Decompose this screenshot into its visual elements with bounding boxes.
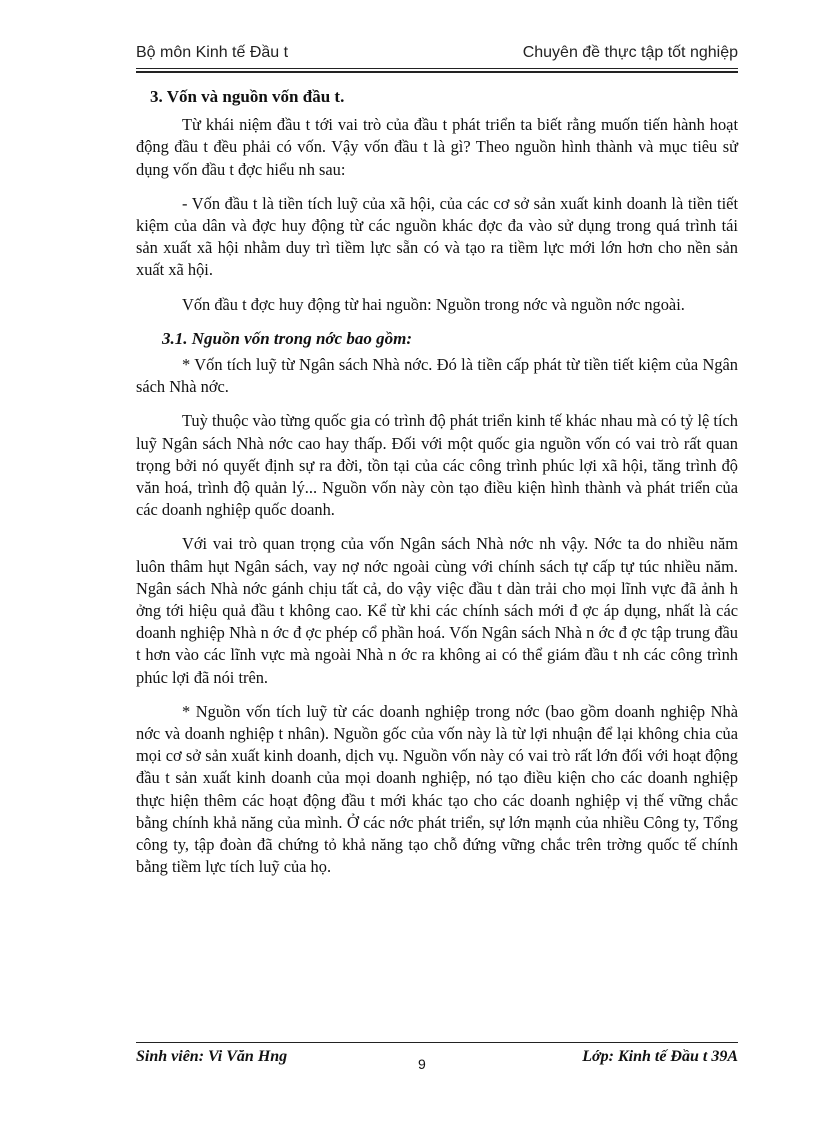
paragraph-sources: Vốn đầu t đợc huy động từ hai nguồn: Nguồn trong nớc và nguồn nớc ngoài. [182,294,685,314]
page-header [136,44,738,68]
page-body [136,86,738,891]
page-footer [136,1048,738,1072]
section-heading: 3. Vốn và nguồn vốn đầu t. [150,87,345,106]
footer-divider [136,1042,738,1043]
paragraph-accumulation-rate: Tuỳ thuộc vào từng quốc gia có trình độ phát triển kinh tế khác nhau mà có tỷ lệ tích luỹ Ngân sách Nhà nớc cao hay thấp. Đối với một quốc gia nguồn vốn có vai trò rất quan trọng bởi nó quyết định sự ra đời, tồn tại của các công trình phúc lợi xã hội, tăng trình độ văn hoá, trình độ quản lý... Nguồn vốn này còn tạo điều kiện hình thành và phát triển của các doanh nghiệp quốc doanh. [136,411,738,520]
header-divider [136,68,738,69]
page-number: 9 [418,1056,426,1072]
header-divider-thick [136,71,738,73]
paragraph-budget-role: Với vai trò quan trọng của vốn Ngân sách Nhà nớc nh vậy. Nớc ta do nhiều năm luôn thâm hụt Ngân sách, vay nợ nớc ngoài cùng với chính sách tự cấp tự túc nhiều năm. Ngân sách Nhà nớc gánh chịu tất cả, do vậy việc đầu t dàn trải cho mọi lĩnh vực đã ảnh h ởng tới hiệu quả đầu t không cao. Kể từ khi các chính sách mới đ ợc áp dụng, nhất là các doanh nghiệp Nhà n ớc đ ợc phép cổ phần hoá. Vốn Ngân sách Nhà n ớc đ ợc tập trung đầu t hơn vào các lĩnh vực mà ngoài Nhà n ớc ra không ai có thể giám đầu t nh các công trình phúc lợi đã nói trên. [136,534,738,687]
footer-student: Sinh viên: Vi Văn Hng [136,1048,288,1065]
paragraph-intro: Từ khái niệm đầu t tới vai trò của đầu t phát triển ta biết rằng muốn tiến hành hoạt động đầu t đều phải có vốn. Vậy vốn đầu t là gì? Theo nguồn hình thành và mục tiêu sử dụng vốn đầu t đợc hiểu nh sau: [136,115,738,179]
footer-class: Lớp: Kinh tế Đầu t 39A [582,1048,738,1065]
header-report-title: Chuyên đề thực tập tốt nghiệp [522,44,738,61]
paragraph-state-budget: * Vốn tích luỹ từ Ngân sách Nhà nớc. Đó là tiền cấp phát từ tiền tiết kiệm của Ngân sách Nhà nớc. [136,355,738,397]
header-department: Bộ môn Kinh tế Đầu t [136,44,289,61]
subsection-heading: 3.1. Nguồn vốn trong nớc bao gồm: [162,328,412,348]
paragraph-definition: - Vốn đầu t là tiền tích luỹ của xã hội, của các cơ sở sản xuất kinh doanh là tiền tiết kiệm của dân và đợc huy động từ các nguồn khác đợc đa vào sử dụng trong quá trình tái sản xuất xã hội nhằm duy trì tiềm lực sẵn có và tạo ra tiềm lực mới lớn hơn cho nền sản xuất xã hội. [136,193,738,280]
paragraph-enterprise-capital: * Nguồn vốn tích luỹ từ các doanh nghiệp trong nớc (bao gồm doanh nghiệp Nhà nớc và doanh nghiệp t nhân). Nguồn gốc của vốn này là từ lợi nhuận để lại không chia của mọi cơ sở sản xuất kinh doanh, dịch vụ. Nguồn vốn này có vai trò rất lớn đối với hoạt động đầu t sản xuất kinh doanh của mọi doanh nghiệp, nó tạo điều kiện cho các doanh nghiệp thực hiện thêm các hoạt động đầu t mới khác tạo cho các doanh nghiệp vị thế vững chắc bằng chính khả năng của mình. Ở các nớc phát triển, sự lớn mạnh của nhiều Công ty, Tổng công ty, tập đoàn đã chứng tỏ khả năng tạo chỗ đứng vững chắc trên trờng quốc tế chính bằng tiềm lực tích luỹ của họ. [136,701,738,877]
